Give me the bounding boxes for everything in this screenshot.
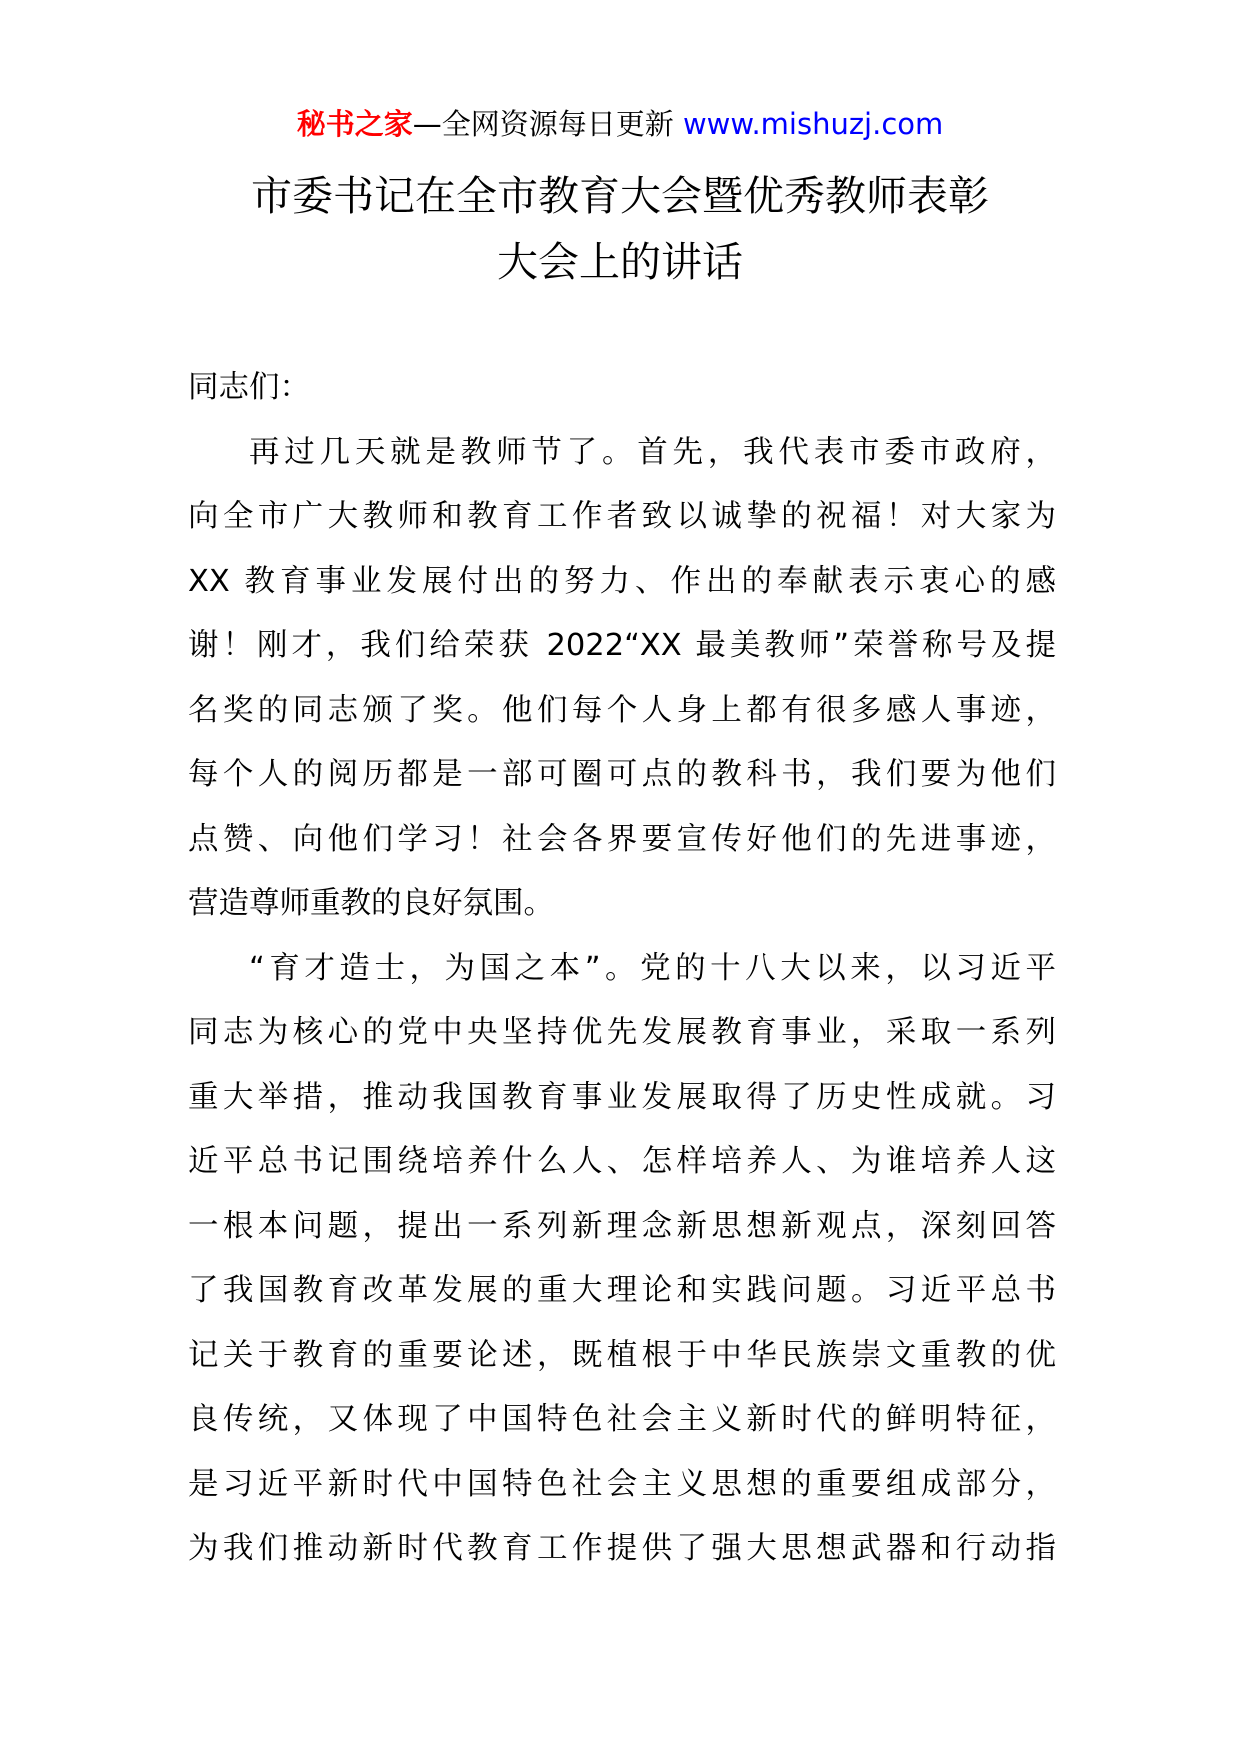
paragraph-line: 近平总书记围绕培养什么人、怎样培养人、为谁培养人这: [188, 1144, 1056, 1179]
site-header: [0, 100, 1240, 148]
paragraph-line: 名奖的同志颁了奖。他们每个人身上都有很多感人事迹，: [188, 692, 1056, 728]
paragraph-line: 向全市广大教师和教育工作者致以诚挚的祝福！对大家为: [188, 499, 1056, 534]
paragraph-line: 一根本问题，提出一系列新理念新思想新观点，深刻回答: [188, 1208, 1056, 1244]
paragraph-line: 再过几天就是教师节了。首先，我代表市委市政府，: [249, 434, 1056, 470]
brand-name: 秘书之家: [296, 107, 413, 141]
paragraph-line: 为我们推动新时代教育工作提供了强大思想武器和行动指: [188, 1531, 1056, 1566]
document-title: [160, 163, 1080, 295]
site-url: www.mishuzj.com: [682, 107, 944, 141]
paragraph-line: XX 教育事业发展付出的努力、作出的奉献表示衷心的感: [188, 563, 1056, 599]
paragraph-line: 营造尊师重教的良好氛围。: [188, 886, 554, 921]
title-line-1: 市委书记在全市教育大会暨优秀教师表彰: [251, 172, 989, 220]
site-tagline: —全网资源每日更新: [412, 107, 674, 141]
paragraph-line: 谢！刚才，我们给荣获 2022“XX 最美教师”荣誉称号及提: [188, 628, 1056, 663]
paragraph-2: [188, 937, 1056, 1582]
paragraph-1: [188, 421, 1056, 937]
paragraph-line: 每个人的阅历都是一部可圈可点的教科书，我们要为他们: [188, 757, 1056, 792]
paragraph-line: “育才造士，为国之本”。党的十八大以来，以习近平: [249, 950, 1056, 986]
salutation: 同志们：: [188, 370, 310, 405]
paragraph-line: 记关于教育的重要论述，既植根于中华民族崇文重教的优: [188, 1337, 1056, 1373]
title-line-2: 大会上的讲话: [497, 238, 743, 286]
paragraph-line: 点赞、向他们学习！社会各界要宣传好他们的先进事迹，: [188, 821, 1056, 857]
document-body: [188, 356, 1056, 1582]
paragraph-line: 是习近平新时代中国特色社会主义思想的重要组成部分，: [188, 1466, 1056, 1502]
paragraph-line: 重大举措，推动我国教育事业发展取得了历史性成就。习: [188, 1079, 1056, 1115]
paragraph-line: 了我国教育改革发展的重大理论和实践问题。习近平总书: [188, 1273, 1056, 1308]
paragraph-line: 同志为核心的党中央坚持优先发展教育事业，采取一系列: [188, 1015, 1056, 1050]
paragraph-line: 良传统，又体现了中国特色社会主义新时代的鲜明特征，: [188, 1402, 1056, 1437]
